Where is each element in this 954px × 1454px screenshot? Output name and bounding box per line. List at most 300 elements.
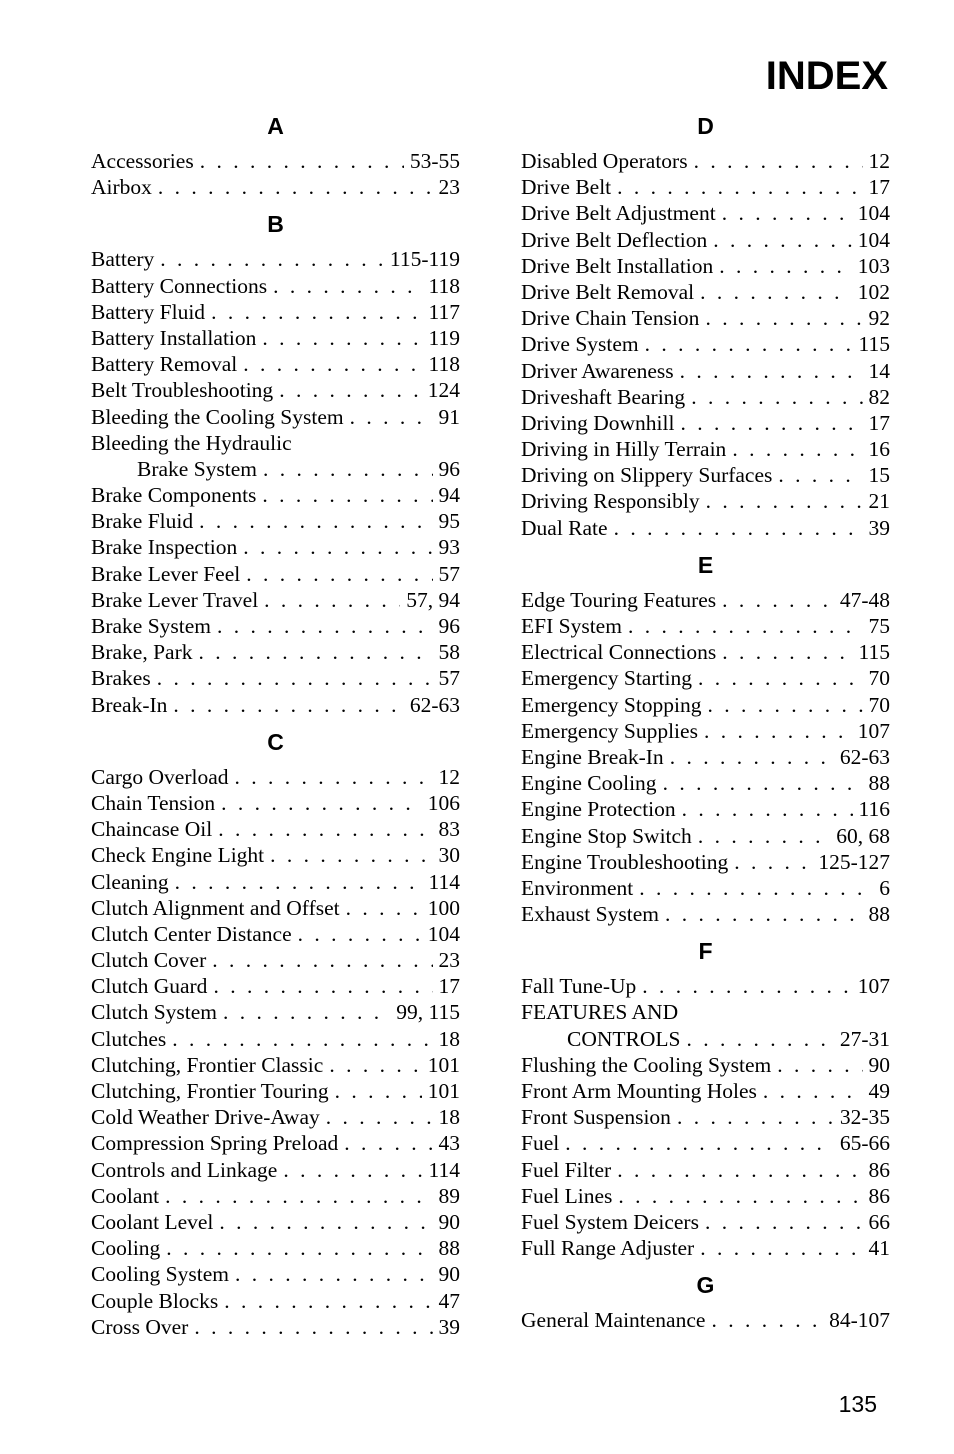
index-term: Cold Weather Drive-Away: [91, 1105, 320, 1130]
section-letter: D: [697, 113, 714, 139]
dot-leader: [686, 1026, 833, 1052]
index-term: Engine Stop Switch: [521, 823, 692, 848]
dot-leader: [335, 1078, 422, 1104]
dot-leader: [680, 358, 863, 384]
dot-leader: [246, 561, 432, 587]
dot-leader: [166, 1235, 432, 1261]
index-entry: [521, 875, 890, 901]
index-term: Drive System: [521, 332, 639, 357]
dot-leader: [224, 1288, 432, 1314]
index-entry: [91, 1261, 460, 1287]
index-page-ref: 117: [428, 299, 460, 324]
index-page-ref: 103: [857, 253, 890, 278]
dot-leader: [617, 1157, 862, 1183]
index-page-ref: 96: [438, 614, 460, 638]
dot-leader: [614, 515, 863, 541]
index-term: Battery Fluid: [91, 299, 206, 324]
index-page-ref: 15: [868, 463, 890, 488]
index-entry: [91, 973, 460, 999]
index-term: Drive Belt Deflection: [521, 227, 708, 252]
index-entry: [91, 482, 460, 508]
index-term: Engine Break-In: [521, 744, 664, 769]
index-page-ref: 86: [868, 1183, 890, 1208]
dot-leader: [175, 869, 423, 895]
index-entry: [521, 849, 890, 875]
index-term: Bleeding the Cooling System: [91, 404, 344, 429]
index-page-ref: 99, 115: [396, 1000, 460, 1025]
index-term: Belt Troubleshooting: [91, 378, 274, 403]
index-term: Full Range Adjuster: [521, 1236, 695, 1261]
index-entry: [91, 639, 460, 665]
index-term: Accessories: [91, 149, 194, 173]
index-entry: [91, 430, 460, 456]
index-section-c: [91, 727, 460, 1340]
dot-leader: [223, 999, 390, 1025]
dot-leader: [273, 273, 422, 299]
index-page-ref: 49: [868, 1079, 890, 1103]
dot-leader: [270, 842, 432, 868]
dot-leader: [639, 875, 873, 901]
index-entry: [521, 1235, 890, 1261]
index-entry: [521, 639, 890, 665]
index-page-ref: 89: [438, 1183, 460, 1208]
index-term: CONTROLS: [567, 1026, 681, 1051]
dot-leader: [682, 796, 853, 822]
index-term: Brake System: [91, 614, 212, 638]
index-term: Break-In: [91, 692, 168, 717]
index-entry: [91, 999, 460, 1025]
index-page-ref: 47: [438, 1288, 460, 1313]
index-entry: [521, 384, 890, 410]
index-term: Chain Tension: [91, 790, 216, 815]
index-term: Battery Removal: [91, 352, 238, 377]
index-entry: [91, 351, 460, 377]
index-entry: [521, 692, 890, 718]
index-entry: [521, 744, 890, 770]
dot-leader: [283, 1157, 422, 1183]
index-term: Brake System: [137, 456, 258, 481]
dot-leader: [243, 534, 432, 560]
dot-leader: [172, 1026, 432, 1052]
section-letter: E: [697, 551, 714, 578]
index-entry: [91, 790, 460, 816]
index-term: Drive Chain Tension: [521, 306, 700, 331]
page-number: 135: [838, 1391, 877, 1417]
index-entry: [521, 305, 890, 331]
index-page-ref: 53-55: [409, 149, 460, 173]
dot-leader: [262, 325, 422, 351]
dot-leader: [722, 200, 852, 226]
index-entry: [91, 246, 460, 272]
index-page-ref: 17: [438, 974, 460, 999]
index-term: Emergency Starting: [521, 666, 692, 691]
index-entry: [521, 200, 890, 226]
index-section-e: [521, 550, 890, 927]
index-entry: [91, 613, 460, 639]
index-page-ref: 75: [868, 614, 890, 638]
index-page-ref: 114: [428, 1157, 460, 1182]
index-term: Clutching, Frontier Touring: [91, 1079, 329, 1103]
dot-leader: [618, 1183, 862, 1209]
index-entry: [91, 534, 460, 560]
index-page-ref: 21: [868, 489, 890, 514]
index-page-ref: 118: [428, 273, 460, 298]
index-term: Front Suspension: [521, 1105, 671, 1130]
index-page-ref: 88: [868, 902, 890, 927]
index-page-ref: 62-63: [839, 744, 890, 769]
dot-leader: [211, 299, 422, 325]
dot-leader: [670, 744, 834, 770]
index-page-ref: 66: [868, 1209, 890, 1234]
index-term: Fuel System Deicers: [521, 1209, 699, 1234]
dot-leader: [199, 508, 432, 534]
index-page-ref: 39: [868, 515, 890, 540]
index-entry: [91, 1130, 460, 1156]
index-entry: [91, 1183, 460, 1209]
dot-leader: [642, 973, 851, 999]
index-entry: [521, 973, 890, 999]
index-page-ref: 57, 94: [406, 587, 460, 612]
dot-leader: [763, 1078, 863, 1104]
dot-leader: [778, 462, 862, 488]
index-page-ref: 16: [868, 437, 890, 462]
index-term: Drive Belt Removal: [521, 279, 695, 304]
index-term: Airbox: [91, 175, 152, 200]
index-page-ref: 106: [427, 790, 460, 815]
index-page-ref: 94: [438, 483, 460, 508]
index-term: Brake, Park: [91, 640, 193, 665]
index-page-ref: 104: [857, 201, 890, 226]
dot-leader: [217, 613, 432, 639]
index-page-ref: 104: [427, 921, 460, 946]
index-term: Cross Over: [91, 1314, 189, 1339]
index-term: Cleaning: [91, 869, 169, 894]
index-page-ref: 57: [438, 666, 460, 691]
index-term: Engine Cooling: [521, 771, 657, 796]
index-term: Emergency Stopping: [521, 692, 702, 717]
index-entry: [91, 1157, 460, 1183]
dot-leader: [704, 718, 852, 744]
index-term: Environment: [521, 875, 634, 900]
index-entry: [521, 823, 890, 849]
index-entry: [91, 299, 460, 325]
index-entry: [521, 436, 890, 462]
index-term: Engine Protection: [521, 797, 676, 822]
index-page-ref: 93: [438, 535, 460, 560]
index-entry: [91, 174, 460, 200]
dot-leader: [350, 404, 433, 430]
index-page-ref: 62-63: [409, 692, 460, 717]
index-page-ref: 23: [438, 175, 460, 200]
index-entry: [91, 561, 460, 587]
dot-leader: [194, 1314, 432, 1340]
index-section-g: [521, 1270, 890, 1333]
index-entry: [521, 665, 890, 691]
index-term: Brake Inspection: [91, 535, 238, 560]
index-term: Coolant Level: [91, 1209, 214, 1234]
dot-leader: [157, 665, 433, 691]
index-entry: [521, 462, 890, 488]
index-term: Driving Responsibly: [521, 489, 700, 514]
dot-leader: [263, 456, 432, 482]
index-page-ref: 107: [857, 974, 890, 999]
index-page-ref: 86: [868, 1157, 890, 1182]
dot-leader: [719, 253, 851, 279]
dot-leader: [262, 482, 432, 508]
index-page-ref: 6: [879, 875, 890, 900]
index-term: Fall Tune-Up: [521, 974, 637, 999]
index-page-ref: 101: [427, 1052, 460, 1077]
index-entry: [521, 331, 890, 357]
dot-leader: [218, 816, 432, 842]
dot-leader: [680, 410, 862, 436]
index-term: Emergency Supplies: [521, 718, 698, 743]
dot-leader: [700, 279, 852, 305]
dot-leader: [708, 692, 863, 718]
index-section-a: [91, 111, 460, 200]
index-page-ref: 95: [438, 509, 460, 534]
index-term: Driving on Slippery Surfaces: [521, 463, 773, 488]
index-term: Clutch Guard: [91, 974, 208, 999]
index-term: Drive Belt Installation: [521, 253, 714, 278]
index-page-ref: 114: [428, 869, 460, 894]
index-term: Edge Touring Features: [521, 587, 717, 612]
index-page-ref: 118: [428, 352, 460, 377]
index-page-ref: 107: [857, 718, 890, 743]
index-term: Cooling System: [91, 1262, 229, 1287]
dot-leader: [705, 1209, 863, 1235]
index-entry: [521, 718, 890, 744]
index-term: Fuel: [521, 1131, 560, 1156]
index-term: General Maintenance: [521, 1308, 706, 1333]
index-term: Exhaust System: [521, 902, 659, 927]
index-entry: [521, 613, 890, 639]
index-term: Drive Belt: [521, 175, 612, 200]
index-page-ref: 14: [868, 358, 890, 383]
index-entry: [91, 1209, 460, 1235]
index-entry: [521, 488, 890, 514]
index-term: Drive Belt Adjustment: [521, 201, 716, 226]
index-page-ref: 39: [438, 1314, 460, 1339]
dot-leader: [677, 1104, 834, 1130]
index-page-ref: 47-48: [839, 587, 890, 612]
index-page-ref: 102: [857, 279, 890, 304]
index-page-ref: 18: [438, 1026, 460, 1051]
page-title: INDEX: [765, 54, 888, 98]
index-term: Battery Connections: [91, 273, 268, 298]
dot-leader: [711, 1307, 823, 1333]
dot-leader: [326, 1104, 433, 1130]
index-entry: [91, 508, 460, 534]
index-term: Cooling: [91, 1236, 161, 1261]
index-term: Clutches: [91, 1026, 167, 1051]
index-page-ref: 116: [858, 797, 890, 822]
dot-leader: [694, 148, 863, 174]
dot-leader: [221, 790, 422, 816]
dot-leader: [698, 823, 830, 849]
index-entry: [91, 692, 460, 718]
index-entry: [91, 456, 460, 482]
index-term: Check Engine Light: [91, 843, 265, 868]
dot-leader: [628, 613, 863, 639]
index-page-ref: 119: [428, 325, 460, 350]
index-page-ref: 30: [438, 843, 460, 868]
index-term: Brake Lever Feel: [91, 561, 241, 586]
dot-leader: [243, 351, 422, 377]
index-page-ref: 125-127: [818, 849, 890, 874]
index-section-b: [91, 209, 460, 717]
index-term: Brakes: [91, 666, 151, 691]
section-letter: F: [698, 938, 713, 965]
index-term: Controls and Linkage: [91, 1157, 278, 1182]
dot-leader: [235, 764, 433, 790]
dot-leader: [665, 901, 863, 927]
index-page-ref: 115: [858, 332, 890, 357]
dot-leader: [344, 1130, 432, 1156]
index-page-ref: 18: [438, 1105, 460, 1130]
index-page-ref: 57: [438, 561, 460, 586]
index-page-ref: 70: [868, 666, 890, 691]
index-entry: [521, 174, 890, 200]
dot-leader: [691, 384, 862, 410]
index-entry: [91, 1078, 460, 1104]
index-term: Battery Installation: [91, 325, 257, 350]
dot-leader: [235, 1261, 433, 1287]
index-page-ref: 101: [427, 1079, 460, 1103]
dot-leader: [713, 227, 851, 253]
dot-leader: [698, 665, 863, 691]
dot-leader: [173, 692, 403, 718]
dot-leader: [213, 973, 432, 999]
index-term: Driver Awareness: [521, 358, 674, 383]
index-page-ref: 124: [427, 378, 460, 403]
index-entry: [91, 404, 460, 430]
dot-leader: [212, 947, 432, 973]
index-page-ref: 58: [438, 640, 460, 665]
index-entry: [91, 1314, 460, 1340]
index-entry: [521, 1307, 890, 1333]
dot-leader: [734, 849, 812, 875]
index-term: Battery: [91, 247, 155, 272]
index-entry: [91, 842, 460, 868]
index-entry: [91, 665, 460, 691]
dot-leader: [700, 1235, 862, 1261]
dot-leader: [722, 587, 834, 613]
index-term: Front Arm Mounting Holes: [521, 1079, 757, 1103]
index-page-ref: 83: [438, 817, 460, 842]
index-page-ref: 43: [438, 1131, 460, 1156]
index-page-ref: 82: [868, 384, 890, 409]
index-term: Electrical Connections: [521, 640, 717, 665]
index-term: EFI System: [521, 614, 622, 638]
index-page-ref: 88: [438, 1236, 460, 1261]
index-entry: [91, 869, 460, 895]
index-entry: [521, 1026, 890, 1052]
index-entry: [521, 1052, 890, 1078]
index-entry: [91, 947, 460, 973]
index-entry: [91, 764, 460, 790]
index-entry: [521, 410, 890, 436]
index-term: Clutch Cover: [91, 948, 207, 973]
index-page-ref: 90: [868, 1052, 890, 1077]
index-entry: [91, 377, 460, 403]
dot-leader: [264, 587, 400, 613]
dot-leader: [617, 174, 862, 200]
dot-leader: [722, 639, 852, 665]
index-entry: [91, 587, 460, 613]
index-entry: [91, 1026, 460, 1052]
index-entry: [521, 358, 890, 384]
index-term: Fuel Filter: [521, 1157, 612, 1182]
index-term: Driveshaft Bearing: [521, 384, 686, 409]
index-page-ref: 115: [858, 640, 890, 665]
index-section-f: [521, 936, 890, 1261]
index-term: Brake Components: [91, 483, 257, 508]
index-entry: [91, 1288, 460, 1314]
index-term: FEATURES AND: [521, 1000, 679, 1025]
dot-leader: [158, 174, 433, 200]
index-entry: [521, 253, 890, 279]
dot-leader: [165, 1183, 432, 1209]
index-term: Couple Blocks: [91, 1288, 219, 1313]
index-term: Clutch Alignment and Offset: [91, 895, 340, 920]
index-page-ref: 60, 68: [836, 823, 890, 848]
index-page-ref: 41: [868, 1236, 890, 1261]
index-page-ref: 90: [438, 1209, 460, 1234]
index-entry: [521, 796, 890, 822]
index-entry: [521, 1130, 890, 1156]
section-letter: B: [267, 211, 284, 238]
index-entry: [91, 1235, 460, 1261]
index-term: Clutch System: [91, 1000, 218, 1025]
index-term: Dual Rate: [521, 515, 608, 540]
index-entry: [521, 1183, 890, 1209]
index-entry: [521, 1104, 890, 1130]
dot-leader: [565, 1130, 834, 1156]
index-entry: [521, 1078, 890, 1104]
index-column-right: [521, 111, 890, 1343]
index-page-ref: 65-66: [839, 1131, 890, 1156]
section-letter: C: [267, 728, 284, 755]
index-term: Bleeding the Hydraulic: [91, 430, 292, 455]
index-entry: [91, 148, 460, 174]
index-page-ref: 17: [868, 175, 890, 200]
index-entry: [521, 770, 890, 796]
index-entry: [521, 587, 890, 613]
section-letter: G: [696, 1272, 715, 1299]
dot-leader: [200, 148, 404, 174]
index-term: Brake Fluid: [91, 509, 194, 534]
dot-leader: [279, 377, 422, 403]
index-page-ref: 104: [857, 227, 890, 252]
index-entry: [91, 895, 460, 921]
index-entry: [521, 999, 890, 1025]
index-entry: [91, 1104, 460, 1130]
index-entry: [91, 1052, 460, 1078]
index-term: Brake Lever Travel: [91, 587, 259, 612]
index-term: Disabled Operators: [521, 149, 688, 173]
index-page-ref: 12: [438, 764, 460, 789]
index-entry: [521, 901, 890, 927]
index-entry: [521, 1157, 890, 1183]
index-entry: [91, 273, 460, 299]
index-term: Flushing the Cooling System: [521, 1052, 772, 1077]
index-page-ref: 115-119: [389, 247, 460, 272]
index-term: Engine Troubleshooting: [521, 849, 729, 874]
index-term: Coolant: [91, 1183, 160, 1208]
index-entry: [521, 515, 890, 541]
index-term: Compression Spring Preload: [91, 1131, 339, 1156]
